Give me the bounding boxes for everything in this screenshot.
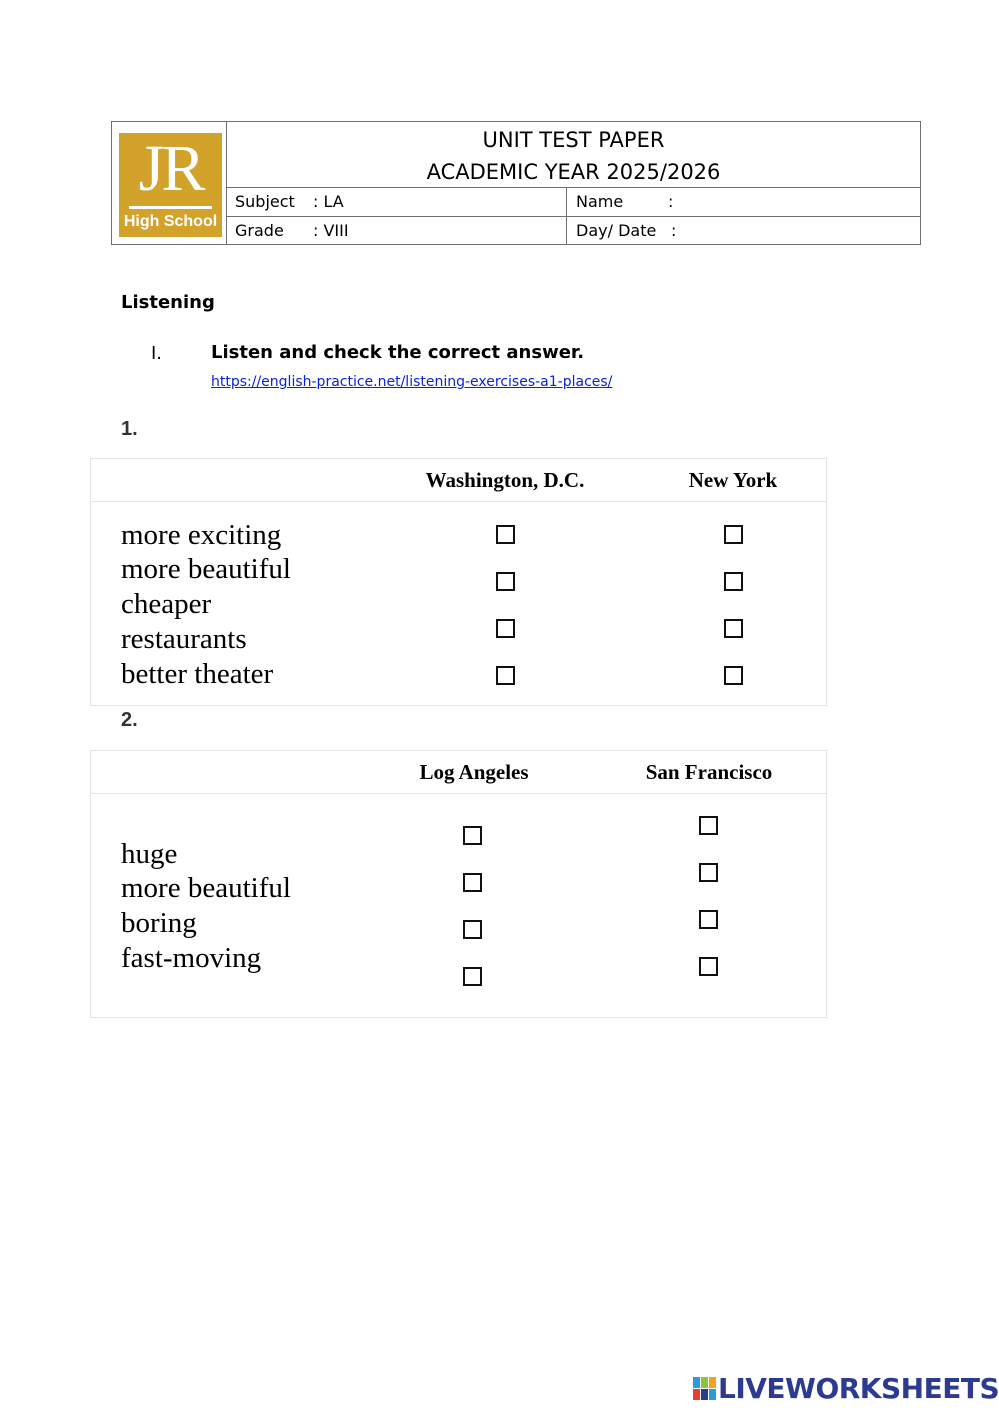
q1-checkbox-new-york-2[interactable] [724,572,743,591]
page-title: UNIT TEST PAPER [482,128,665,152]
q1-item: restaurants [121,623,247,655]
q2-item: huge [121,838,178,870]
q2-column-san-francisco: San Francisco [645,760,773,784]
q2-column-log-angeles: Log Angeles [419,760,529,784]
header-divider [566,217,567,244]
header-divider [566,188,567,216]
subject-label: Subject [235,192,295,211]
date-field[interactable]: : [671,221,677,240]
school-logo [119,133,222,237]
q2-checkbox-log-angeles-1[interactable] [463,826,482,845]
q1-item: cheaper [121,588,212,620]
exercise-instruction: Listen and check the correct answer. [211,342,585,363]
q2-checkbox-san-francisco-3[interactable] [699,910,718,929]
name-field[interactable]: : [668,192,674,211]
q2-item: more beautiful [121,872,291,904]
date-label: Day/ Date [576,221,657,240]
q2-checkbox-san-francisco-2[interactable] [699,863,718,882]
q1-column-washington: Washington, D.C. [425,468,585,492]
q2-checkbox-log-angeles-4[interactable] [463,967,482,986]
header-row-grade [227,216,920,244]
logo-initials: JR [138,132,203,205]
q1-checkbox-new-york-3[interactable] [724,619,743,638]
q1-checkbox-new-york-4[interactable] [724,666,743,685]
subject-value: : LA [313,192,344,211]
q2-item: fast-moving [121,942,262,974]
title-cell [227,122,920,188]
q2-item: boring [121,907,197,939]
q1-checkbox-washington-2[interactable] [496,572,515,591]
q1-item: more beautiful [121,553,291,585]
liveworksheets-logo-icon [692,1376,718,1402]
logo-divider [129,206,212,209]
academic-year: ACADEMIC YEAR 2025/2026 [426,160,721,184]
name-label: Name [576,192,624,211]
q2-checkbox-san-francisco-4[interactable] [699,957,718,976]
brand-name: LIVEWORKSHEETS [718,1372,999,1405]
table-header-divider [91,501,826,502]
q1-checkbox-new-york-1[interactable] [724,525,743,544]
header-row-subject [227,187,920,216]
question-1-table [90,458,827,706]
section-title: Listening [121,292,215,313]
grade-label: Grade [235,221,284,240]
question-2-table [90,750,827,1018]
q1-item: more exciting [121,519,282,551]
q2-checkbox-san-francisco-1[interactable] [699,816,718,835]
question-2-number: 2. [121,709,138,731]
q1-column-new-york: New York [688,468,778,492]
logo-cell [112,122,227,244]
q1-checkbox-washington-4[interactable] [496,666,515,685]
question-1-number: 1. [121,418,138,440]
q1-item: better theater [121,658,274,690]
q2-checkbox-log-angeles-2[interactable] [463,873,482,892]
q2-checkbox-log-angeles-3[interactable] [463,920,482,939]
q1-checkbox-washington-1[interactable] [496,525,515,544]
table-header-divider [91,793,826,794]
logo-school-name: High School [123,213,218,230]
audio-link[interactable]: https://english-practice.net/listening-exercises-a1-places/ [211,374,613,390]
exercise-number: I. [151,343,163,364]
q1-checkbox-washington-3[interactable] [496,619,515,638]
liveworksheets-brand [692,1372,999,1407]
grade-value: : VIII [313,221,349,240]
header-table [111,121,921,245]
